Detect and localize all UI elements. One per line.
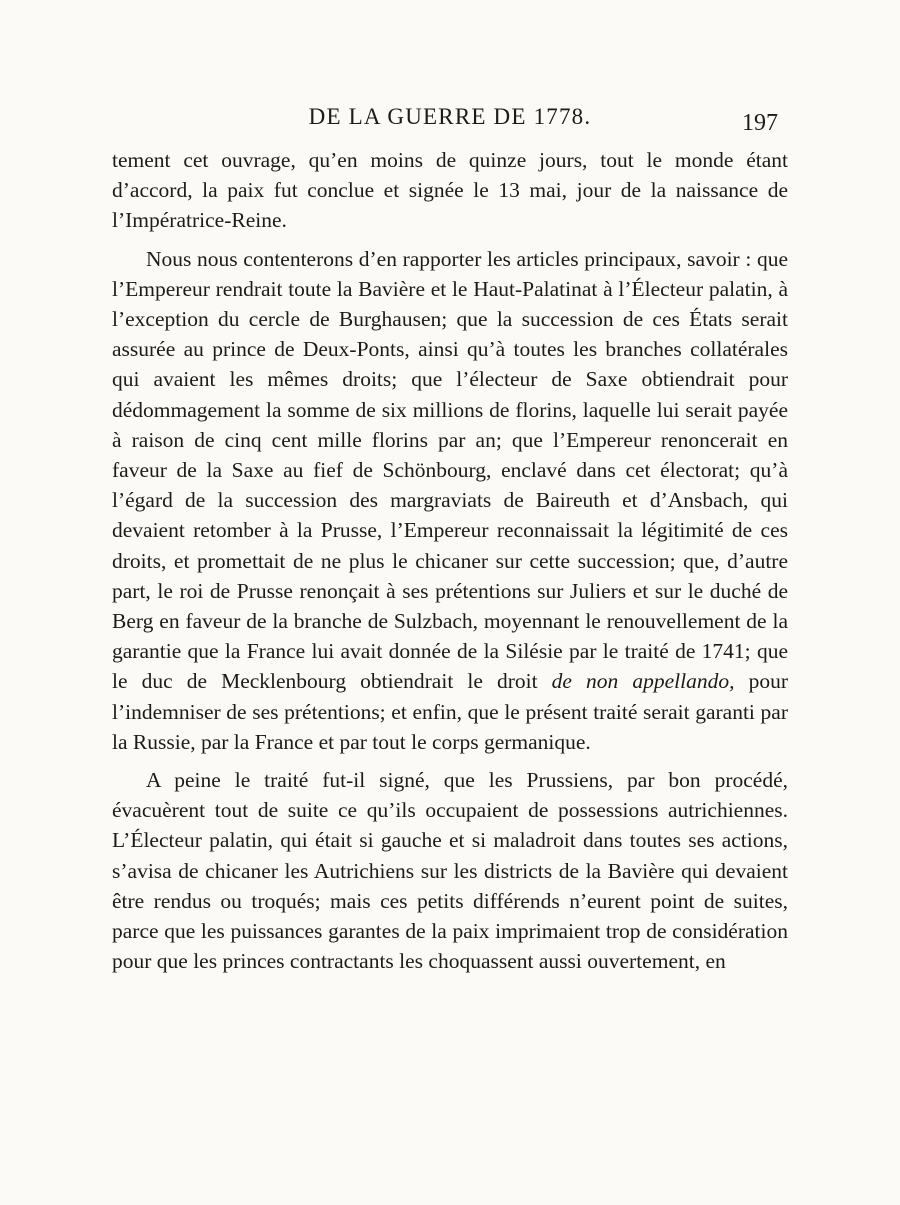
paragraph-3: A peine le traité fut-il signé, que les Prussiens, par bon procédé, évacuèrent tout de suite ce qu’ils occupaient de possessions autrichiennes. L’Électeur palatin, qui était si gauche et si maladroit dans toutes ses actions, s’avisa de chicaner les Autrichiens sur les districts de la Bavière qui devaient être rendus ou troqués; mais ces petits différends n’eurent point de suites, parce que les puissances garantes de la paix imprimaient trop de considération pour que les princes contractants les choquassent aussi ouvertement, en (112, 768, 788, 974)
body-text (112, 145, 788, 984)
paragraph-2-text-after-italic: pour l’indemniser de ses prétentions; et enfin, que le présent traité serait garanti par la Russie, par la France et par tout le corps germanique. (112, 669, 788, 754)
paragraph-2-text-before-italic: Nous nous contenterons d’en rapporter les articles principaux, savoir : que l’Empereur rendrait toute la Bavière et le Haut-Palatinat à l’Électeur palatin, à l’exception du cercle de Burghausen; que la succession de ces États serait assurée au prince de Deux-Ponts, ainsi qu’à toutes les branches collatérales qui avaient les mêmes droits; que l’électeur de Saxe obtiendrait pour dédommagement la somme de six millions de florins, laquelle lui serait payée à raison de cinq cent mille florins par an; que l’Empereur renoncerait en faveur de la Saxe au fief de Schönbourg, enclavé dans cet électorat; qu’à l’égard de la succession des margraviats de Baireuth et d’Ansbach, qui devaient retomber à la Prusse, l’Empereur reconnaissait la légitimité de ces droits, et promettait de ne plus le chicaner sur cette succession; que, d’autre part, le roi de Prusse renonçait à ses prétentions sur Juliers et sur le duché de Berg en faveur de la branche de Sulzbach, moyennant le renouvellement de la garantie que la France lui avait donnée de la Silésie par le traité de 1741; que le duc de Mecklenbourg obtiendrait le droit (112, 246, 788, 694)
running-title: DE LA GUERRE DE 1778. (308, 104, 592, 129)
paragraph-2 (112, 244, 788, 757)
page-number: 197 (742, 110, 778, 136)
running-head (112, 104, 788, 144)
paragraph-1: tement cet ouvrage, qu’en moins de quinze jours, tout le monde étant d’accord, la paix fut conclue et signée le 13 mai, jour de la naissance de l’Impératrice-Reine. (112, 148, 788, 233)
paragraph-2-italic-phrase: de non appellando, (551, 669, 735, 694)
